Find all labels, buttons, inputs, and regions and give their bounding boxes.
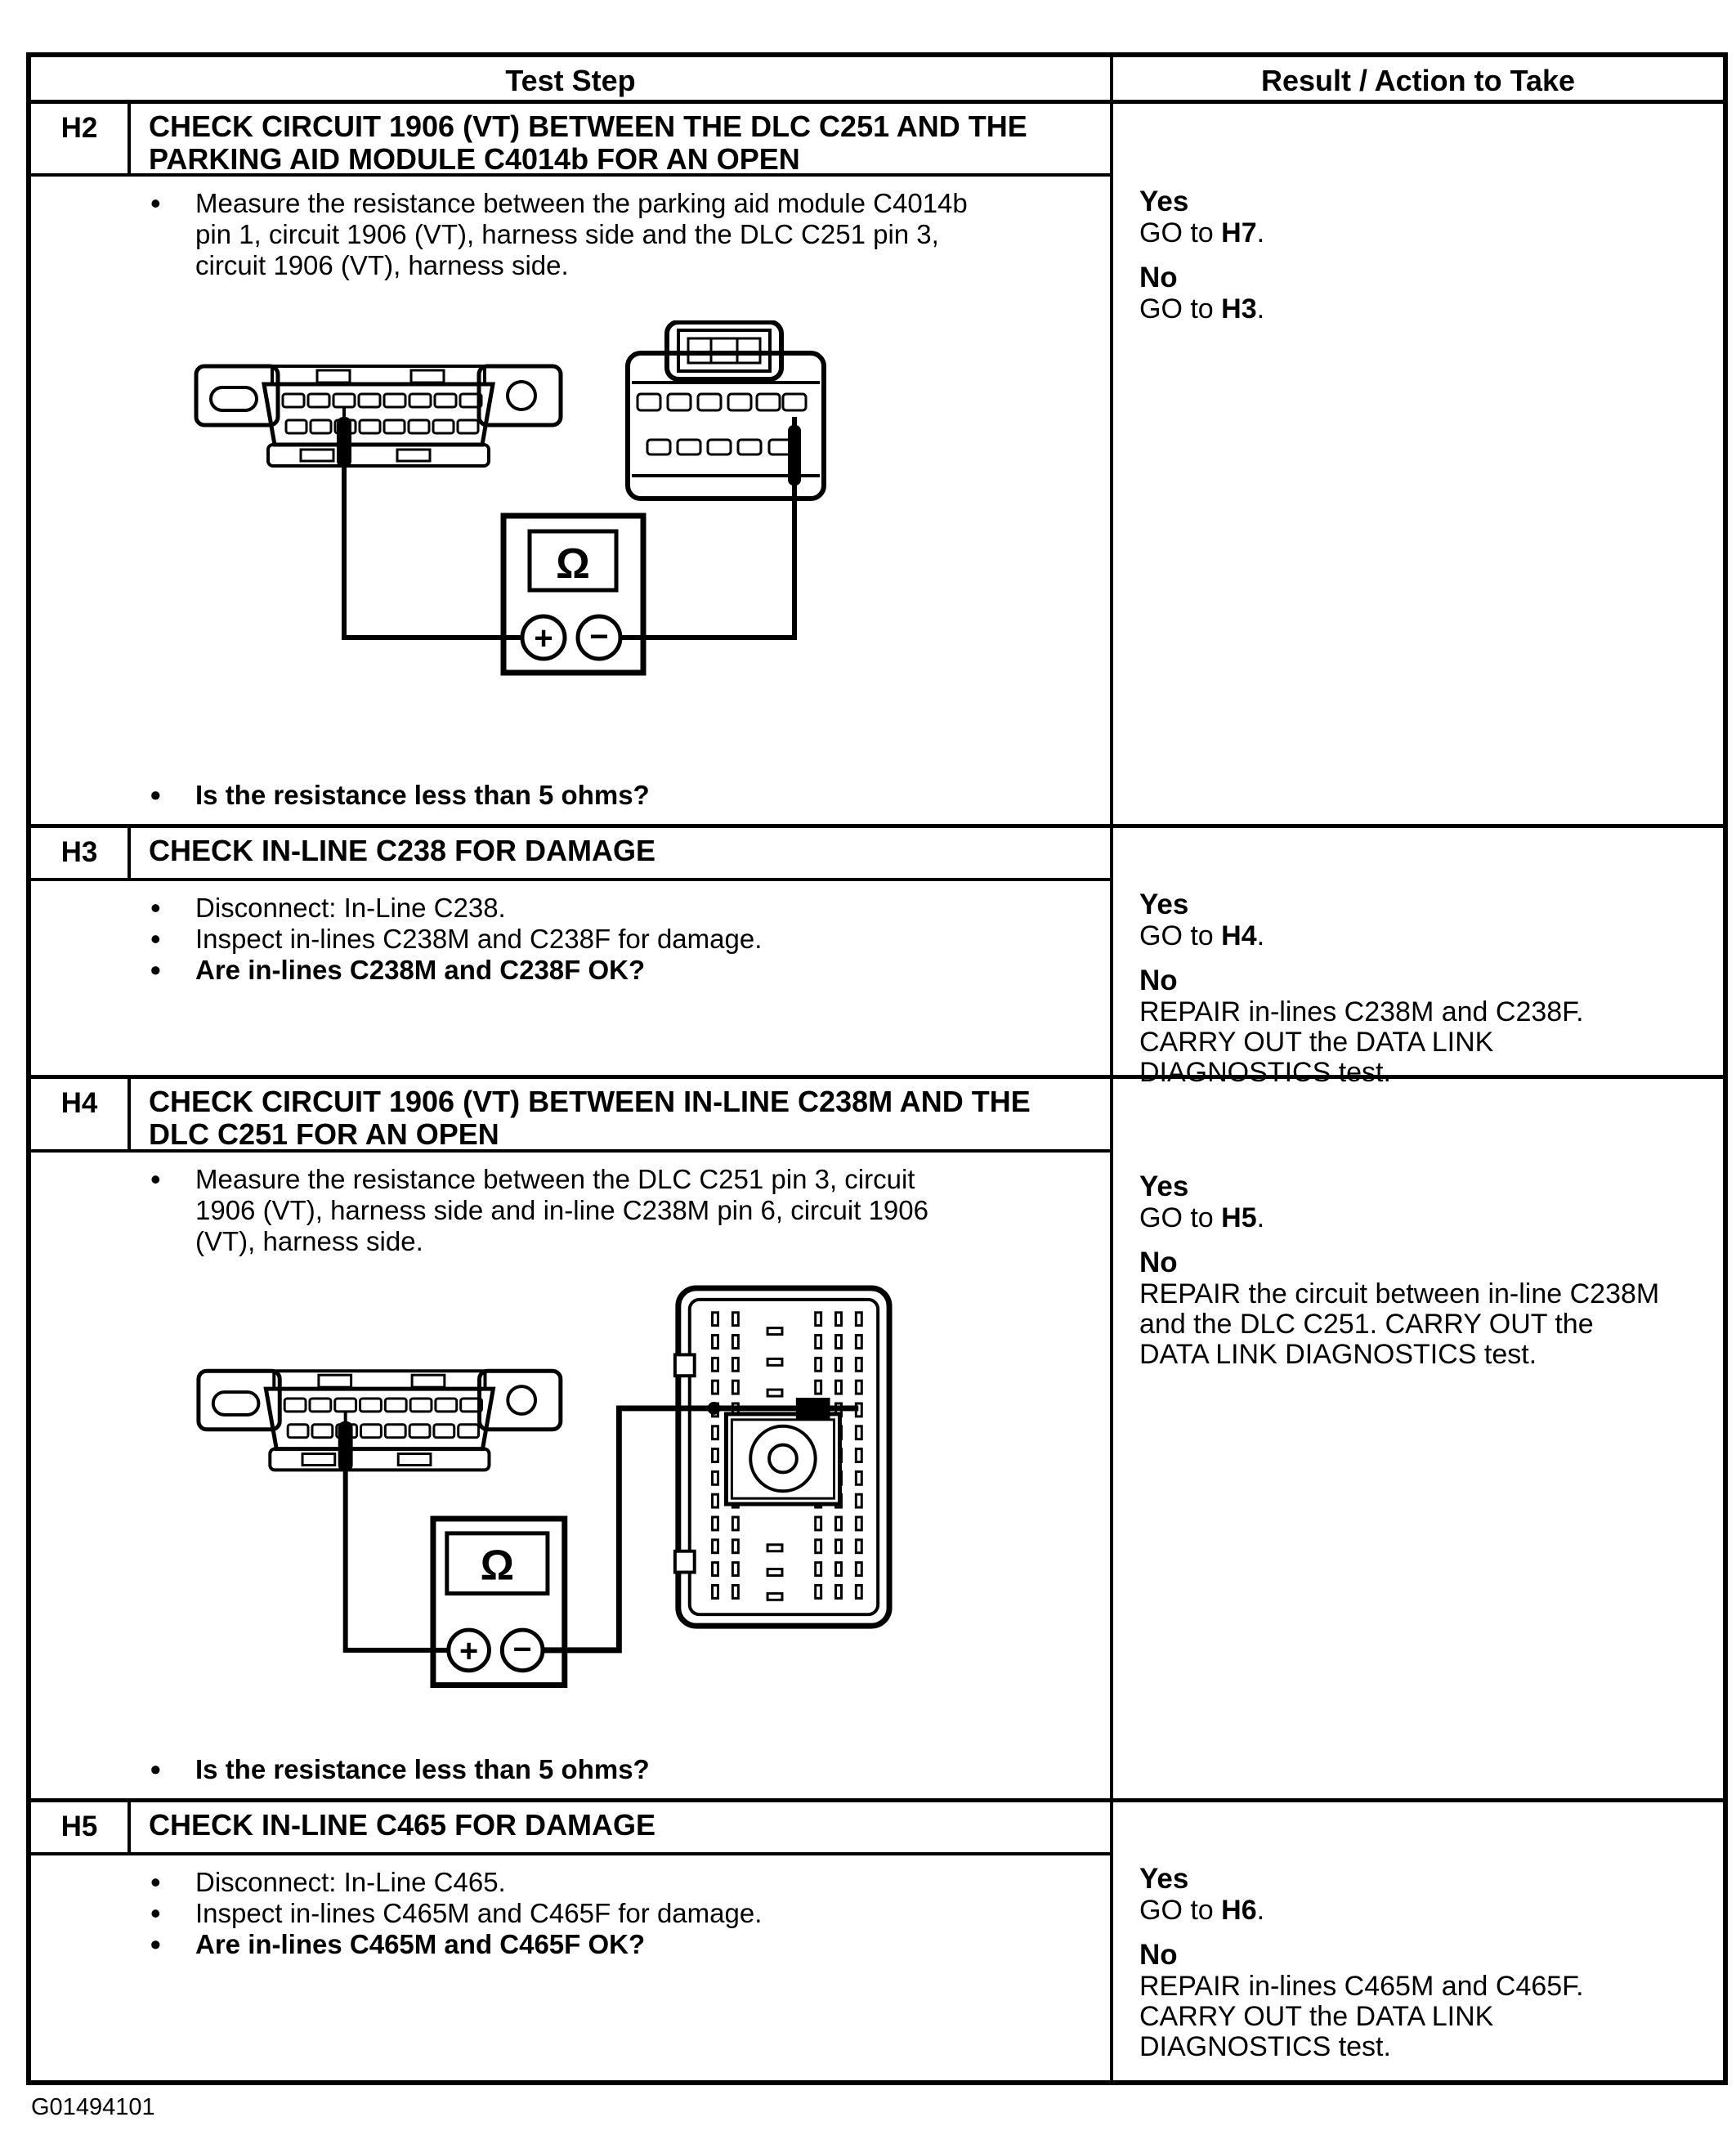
instruction-bullet <box>31 1867 1110 1898</box>
instruction-bullet <box>31 1164 1110 1257</box>
step-title-h2 <box>131 104 1110 177</box>
probe-tip <box>337 417 351 468</box>
dlc-connector <box>196 366 561 468</box>
step-id-h3: H3 <box>31 828 131 881</box>
step-body-h5 <box>31 1855 1110 2080</box>
bullet-line: • Measure the resistance between the DLC C251 pin 3, circuit <box>195 1164 915 1194</box>
no-action: CARRY OUT the DATA LINK <box>1139 1027 1494 1058</box>
circuit-diagram-h2 <box>182 320 852 688</box>
no-action: REPAIR the circuit between in-line C238M <box>1139 1278 1660 1309</box>
yes-label: Yes <box>1139 1863 1189 1895</box>
instruction-list <box>31 1867 1110 1960</box>
step-id-h2: H2 <box>31 104 131 177</box>
bullet-line: circuit 1906 (VT), harness side. <box>195 250 569 280</box>
pinpoint-test-table <box>26 52 1728 2085</box>
title-line: CHECK IN-LINE C238 FOR DAMAGE <box>149 834 656 867</box>
bullet-line: • Measure the resistance between the parking aid module C4014b <box>195 188 968 218</box>
step-title-h4 <box>131 1079 1110 1153</box>
bullet-line: • Inspect in-lines C465M and C465F for damage. <box>195 1898 763 1928</box>
instruction-list <box>31 188 1110 281</box>
probe-tip <box>338 1421 353 1472</box>
step-id-h4: H4 <box>31 1079 131 1153</box>
instruction-list <box>31 893 1110 986</box>
no-action: DIAGNOSTICS test. <box>1139 2031 1391 2062</box>
step-title-h3 <box>131 828 1110 881</box>
yes-action: GO to H5. <box>1139 1202 1265 1233</box>
yes-label: Yes <box>1139 1170 1189 1202</box>
step-question: • Is the resistance less than 5 ohms? <box>31 780 1110 811</box>
step-body-h2 <box>31 177 1110 828</box>
bullet-line: • Disconnect: In-Line C465. <box>195 1867 506 1897</box>
no-label: No <box>1139 1247 1178 1278</box>
no-action: and the DLC C251. CARRY OUT the <box>1139 1309 1594 1340</box>
instruction-list <box>31 1164 1110 1257</box>
minus-icon: − <box>512 1631 532 1667</box>
no-action: REPAIR in-lines C238M and C238F. <box>1139 996 1584 1027</box>
step-question: • Are in-lines C238M and C238F OK? <box>31 955 1110 986</box>
no-action: DIAGNOSTICS test. <box>1139 1057 1391 1088</box>
inline-connector-c238m <box>675 1288 889 1626</box>
no-label: No <box>1139 965 1178 996</box>
instruction-bullet <box>31 893 1110 924</box>
step-body-h3 <box>31 881 1110 1079</box>
no-label: No <box>1139 262 1178 293</box>
no-action: GO to H3. <box>1139 293 1265 325</box>
minus-icon: − <box>589 619 609 655</box>
figure-id: G01494101 <box>31 2094 155 2120</box>
step-question: • Is the resistance less than 5 ohms? <box>31 1754 1110 1785</box>
step-question: • Are in-lines C465M and C465F OK? <box>31 1929 1110 1960</box>
yes-action: GO to H7. <box>1139 217 1265 248</box>
title-line: CHECK CIRCUIT 1906 (VT) BETWEEN THE DLC C251 AND THE <box>149 110 1027 143</box>
no-action: REPAIR in-lines C465M and C465F. <box>1139 1971 1584 2002</box>
bullet-line: pin 1, circuit 1906 (VT), harness side and the DLC C251 pin 3, <box>195 219 939 249</box>
title-line: PARKING AID MODULE C4014b FOR AN OPEN <box>149 142 800 176</box>
plus-icon: + <box>534 620 553 656</box>
step-result-h5 <box>1110 1802 1723 2080</box>
step-result-h3 <box>1110 828 1723 1088</box>
plus-icon: + <box>459 1632 479 1669</box>
probe-tip <box>796 1398 830 1419</box>
bullet-line: (VT), harness side. <box>195 1226 423 1256</box>
step-result-h4 <box>1110 1079 1723 1802</box>
step-id-h5: H5 <box>31 1802 131 1855</box>
step-body-h4 <box>31 1153 1110 1802</box>
no-action: DATA LINK DIAGNOSTICS test. <box>1139 1339 1537 1370</box>
no-action: CARRY OUT the DATA LINK <box>1139 2001 1494 2032</box>
no-label: No <box>1139 1939 1178 1971</box>
bullet-line: 1906 (VT), harness side and in-line C238M pin 6, circuit 1906 <box>195 1195 928 1225</box>
dlc-connector <box>199 1371 561 1471</box>
column-header-test-step: Test Step <box>31 57 1110 104</box>
bullet-line: • Disconnect: In-Line C238. <box>195 893 506 923</box>
instruction-bullet <box>31 188 1110 281</box>
step-result-h2 <box>1110 104 1723 828</box>
instruction-bullet <box>31 1898 1110 1929</box>
yes-label: Yes <box>1139 186 1189 217</box>
yes-action: GO to H4. <box>1139 920 1265 951</box>
instruction-bullet <box>31 924 1110 955</box>
wire-junction-dot <box>708 1402 721 1415</box>
omega-symbol: Ω <box>556 540 590 588</box>
title-line: DLC C251 FOR AN OPEN <box>149 1117 499 1151</box>
title-line: CHECK IN-LINE C465 FOR DAMAGE <box>149 1808 656 1842</box>
title-line: CHECK CIRCUIT 1906 (VT) BETWEEN IN-LINE C238M AND THE <box>149 1085 1031 1118</box>
circuit-diagram-h4 <box>182 1283 902 1754</box>
yes-label: Yes <box>1139 889 1189 920</box>
step-title-h5 <box>131 1802 1110 1855</box>
bullet-line: • Inspect in-lines C238M and C238F for damage. <box>195 924 763 954</box>
column-header-result-action: Result / Action to Take <box>1110 57 1723 104</box>
omega-symbol: Ω <box>480 1541 515 1589</box>
yes-action: GO to H6. <box>1139 1895 1265 1926</box>
